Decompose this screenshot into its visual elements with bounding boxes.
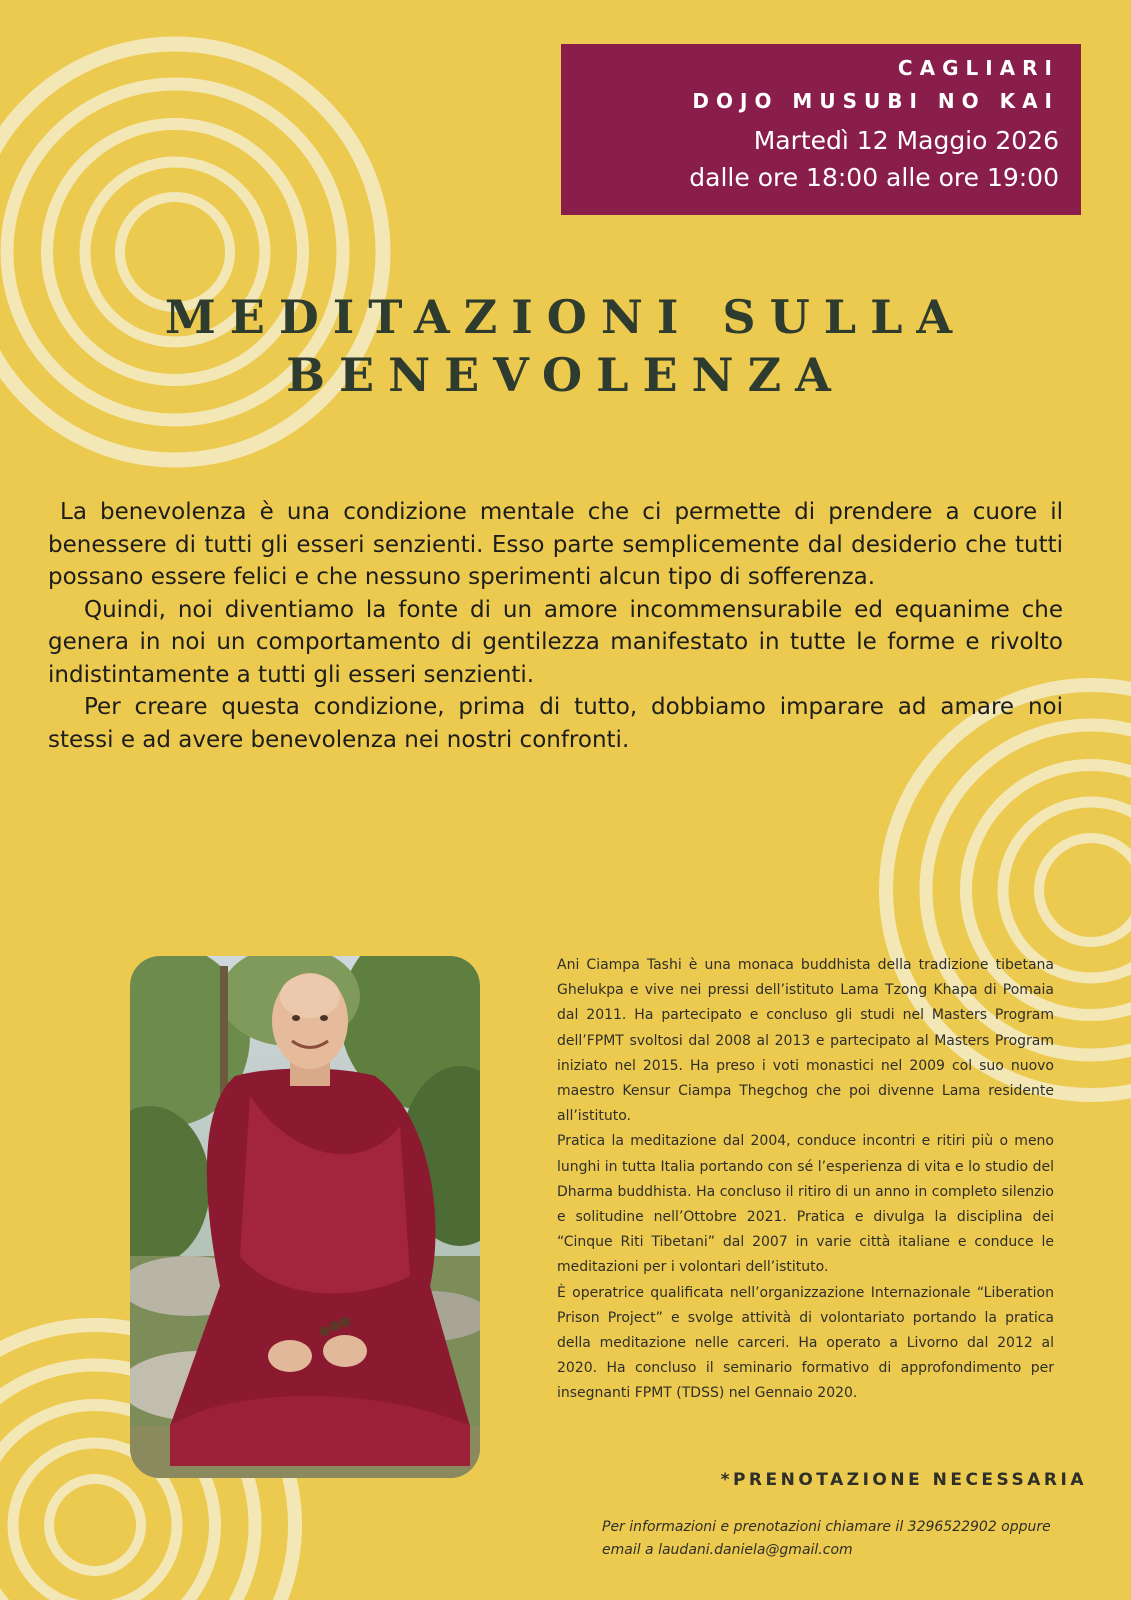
event-date: Martedì 12 Maggio 2026: [753, 126, 1059, 155]
teacher-biography: [557, 953, 1054, 1407]
contact-email-line: email a laudani.daniela@gmail.com: [602, 1542, 853, 1558]
event-time: dalle ore 18:00 alle ore 19:00: [689, 163, 1059, 192]
event-venue: DOJO MUSUBI NO KAI: [692, 89, 1059, 113]
title-line-2: BENEVOLENZA: [286, 348, 845, 402]
page-title: [0, 288, 1131, 404]
intro-paragraph-2: Quindi, noi diventiamo la fonte di un amore incommensurabile ed equanime che genera in noi un comportamento di gentilezza manifestato in tutte le forme e rivolto indistintamente a tutti gli esseri senzienti.: [48, 596, 1063, 688]
swirl-decoration-top-left: [0, 0, 400, 500]
event-info-box: [561, 44, 1081, 215]
intro-paragraph-3: Per creare questa condizione, prima di tutto, dobbiamo imparare ad amare noi stessi e ad avere benevolenza nei nostri confronti.: [48, 694, 1063, 753]
contact-phone-line: Per informazioni e prenotazioni chiamare il 3296522902 oppure: [602, 1519, 1051, 1535]
bio-paragraph-1: Ani Ciampa Tashi è una monaca buddhista della tradizione tibetana Ghelukpa e vive nei pressi dell’istituto Lama Tzong Khapa di Pomaia dal 2011. Ha partecipato e concluso gli studi nel Masters Program dell’FPMT svoltosi dal 2008 al 2013 e partecipato al Masters Program iniziato nel 2015. Ha preso i voti monastici nel 2009 col suo nuovo maestro Kensur Ciampa Thegchog che poi divenne Lama residente all’istituto.: [557, 957, 1054, 1125]
intro-paragraph-1: La benevolenza è una condizione mentale che ci permette di prendere a cuore il benessere di tutti gli esseri senzienti. Esso parte semplicemente dal desiderio che tutti possano essere felici e che nessuno sperimenti alcun tipo di sofferenza.: [48, 499, 1063, 590]
event-city: CAGLIARI: [897, 56, 1059, 80]
bio-paragraph-3: È operatrice qualificata nell’organizzazione Internazionale “Liberation Prison Project” e svolge attività di volontariato portando la pratica della meditazione nelle carceri. Ha operato a Livorno dal 2012 al 2020. Ha concluso il seminario formativo di approfondimento per insegnanti FPMT (TDSS) nel Gennaio 2020.: [557, 1284, 1054, 1402]
intro-text: [48, 496, 1063, 756]
reservation-notice: *PRENOTAZIONE NECESSARIA: [720, 1470, 1087, 1490]
title-line-1: MEDITAZIONI SULLA: [164, 290, 967, 344]
bio-paragraph-2: Pratica la meditazione dal 2004, conduce incontri e ritiri più o meno lunghi in tutta Italia portando con sé l’esperienza di vita e lo studio del Dharma buddhista. Ha concluso il ritiro di un anno in completo silenzio e solitudine nell’Ottobre 2021. Pratica e divulga la disciplina dei “Cinque Riti Tibetani” dal 2007 in varie città italiane e conduce le meditazioni per i volontari dell’istituto.: [557, 1133, 1054, 1276]
teacher-photo: [130, 956, 480, 1478]
contact-info: [602, 1516, 1102, 1562]
